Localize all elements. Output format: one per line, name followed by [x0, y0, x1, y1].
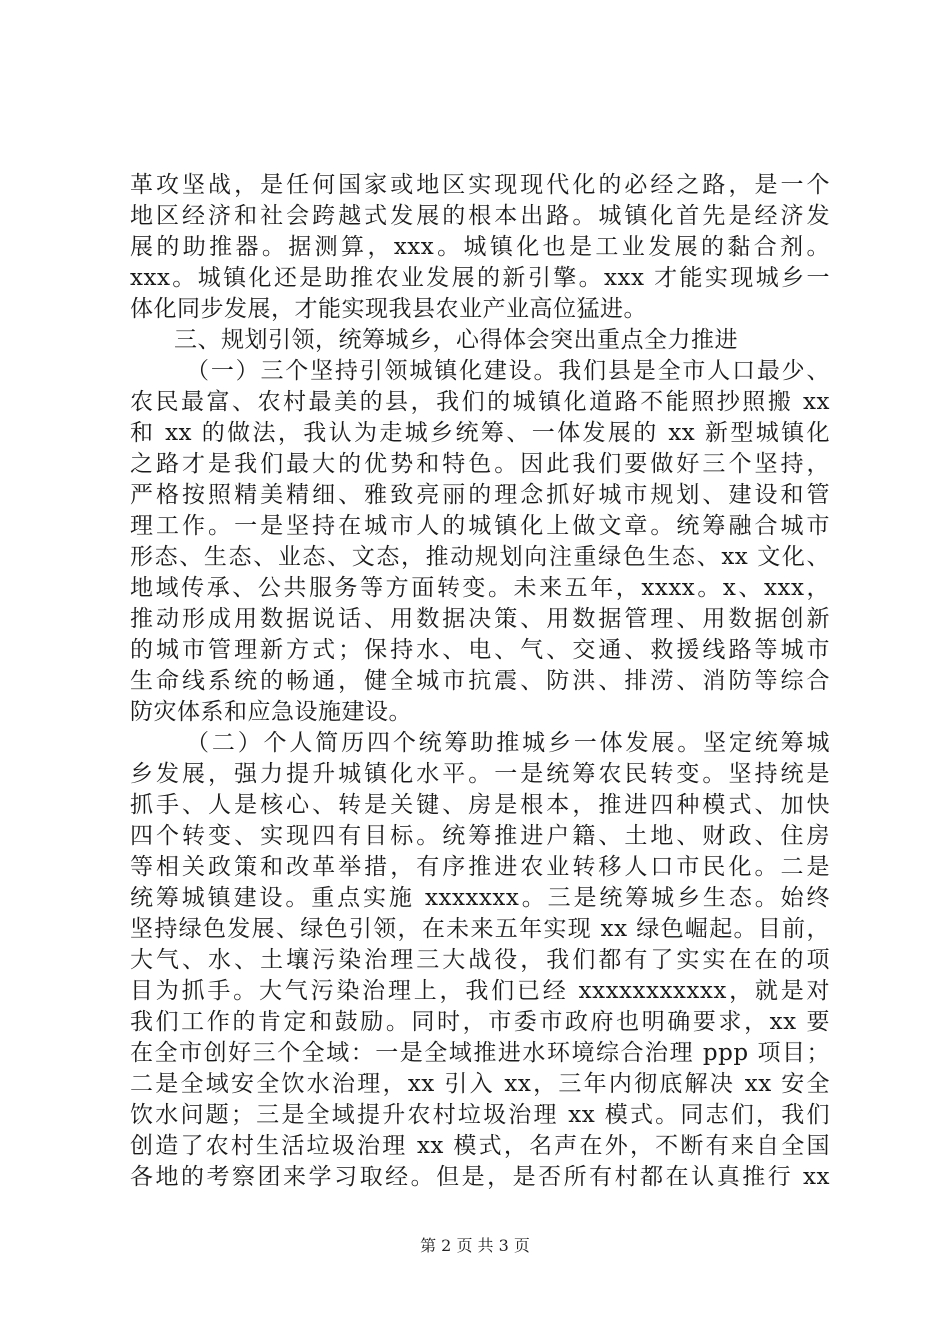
- text-line: 各地的考察团来学习取经。但是，是否所有村都在认真推行 xx: [130, 1164, 830, 1190]
- text-line: 农民最富、农村最美的县，我们的城镇化道路不能照抄照搬 xx: [130, 389, 830, 415]
- text-line: xxx。城镇化还是助推农业发展的新引擎。xxx 才能实现城乡一: [130, 265, 830, 291]
- text-line: 在全市创好三个全域：一是全域推进水环境综合治理 ppp 项目；: [130, 1040, 830, 1066]
- text-line: 乡发展，强力提升城镇化水平。一是统筹农民转变。坚持统是: [130, 761, 830, 787]
- text-line: 创造了农村生活垃圾治理 xx 模式，名声在外，不断有来自全国: [130, 1133, 830, 1159]
- text-line: 防灾体系和应急设施建设。: [130, 699, 412, 725]
- section-heading: 三、规划引领，统筹城乡，心得体会突出重点全力推进: [174, 327, 738, 353]
- text-line: 二是全域安全饮水治理，xx 引入 xx，三年内彻底解决 xx 安全: [130, 1071, 830, 1097]
- text-line: 生命线系统的畅通，健全城市抗震、防洪、排涝、消防等综合: [130, 668, 830, 694]
- text-line: （二）个人简历四个统筹助推城乡一体发展。坚定统筹城: [186, 730, 830, 756]
- text-line: 和 xx 的做法，我认为走城乡统筹、一体发展的 xx 新型城镇化: [130, 420, 830, 446]
- page-number-footer: 第 2 页 共 3 页: [420, 1236, 530, 1255]
- text-line: 推动形成用数据说话、用数据决策、用数据管理、用数据创新: [130, 606, 830, 632]
- text-line: 之路才是我们最大的优势和特色。因此我们要做好三个坚持，: [130, 451, 830, 477]
- text-line: 体化同步发展，才能实现我县农业产业高位猛进。: [130, 296, 647, 322]
- text-line: 大气、水、土壤污染治理三大战役，我们都有了实实在在的项: [130, 947, 830, 973]
- text-line: 抓手、人是核心、转是关键、房是根本，推进四种模式、加快: [130, 792, 830, 818]
- text-line: 的城市管理新方式；保持水、电、气、交通、救援线路等城市: [130, 637, 830, 663]
- text-line: 目为抓手。大气污染治理上，我们已经 xxxxxxxxxxx，就是对: [130, 978, 830, 1004]
- text-line: 地域传承、公共服务等方面转变。未来五年，xxxx。x、xxx，: [130, 575, 830, 601]
- text-line: 我们工作的肯定和鼓励。同时，市委市政府也明确要求，xx 要: [130, 1009, 830, 1035]
- text-line: 展的助推器。据测算，xxx。城镇化也是工业发展的黏合剂。: [130, 234, 830, 260]
- text-line: 形态、生态、业态、文态，推动规划向注重绿色生态、xx 文化、: [130, 544, 830, 570]
- text-line: 饮水问题；三是全域提升农村垃圾治理 xx 模式。同志们，我们: [130, 1102, 830, 1128]
- text-line: 严格按照精美精细、雅致亮丽的理念抓好城市规划、建设和管: [130, 482, 830, 508]
- text-line: 革攻坚战，是任何国家或地区实现现代化的必经之路，是一个: [130, 172, 830, 198]
- text-line: 坚持绿色发展、绿色引领，在未来五年实现 xx 绿色崛起。目前，: [130, 916, 830, 942]
- text-line: 地区经济和社会跨越式发展的根本出路。城镇化首先是经济发: [130, 203, 830, 229]
- text-line: 统筹城镇建设。重点实施 xxxxxxx。三是统筹城乡生态。始终: [130, 885, 830, 911]
- text-line: 等相关政策和改革举措，有序推进农业转移人口市民化。二是: [130, 854, 830, 880]
- text-line: （一）三个坚持引领城镇化建设。我们县是全市人口最少、: [186, 358, 830, 384]
- document-body: [130, 170, 830, 1193]
- text-line: 四个转变、实现四有目标。统筹推进户籍、土地、财政、住房: [130, 823, 830, 849]
- text-line: 理工作。一是坚持在城市人的城镇化上做文章。统筹融合城市: [130, 513, 830, 539]
